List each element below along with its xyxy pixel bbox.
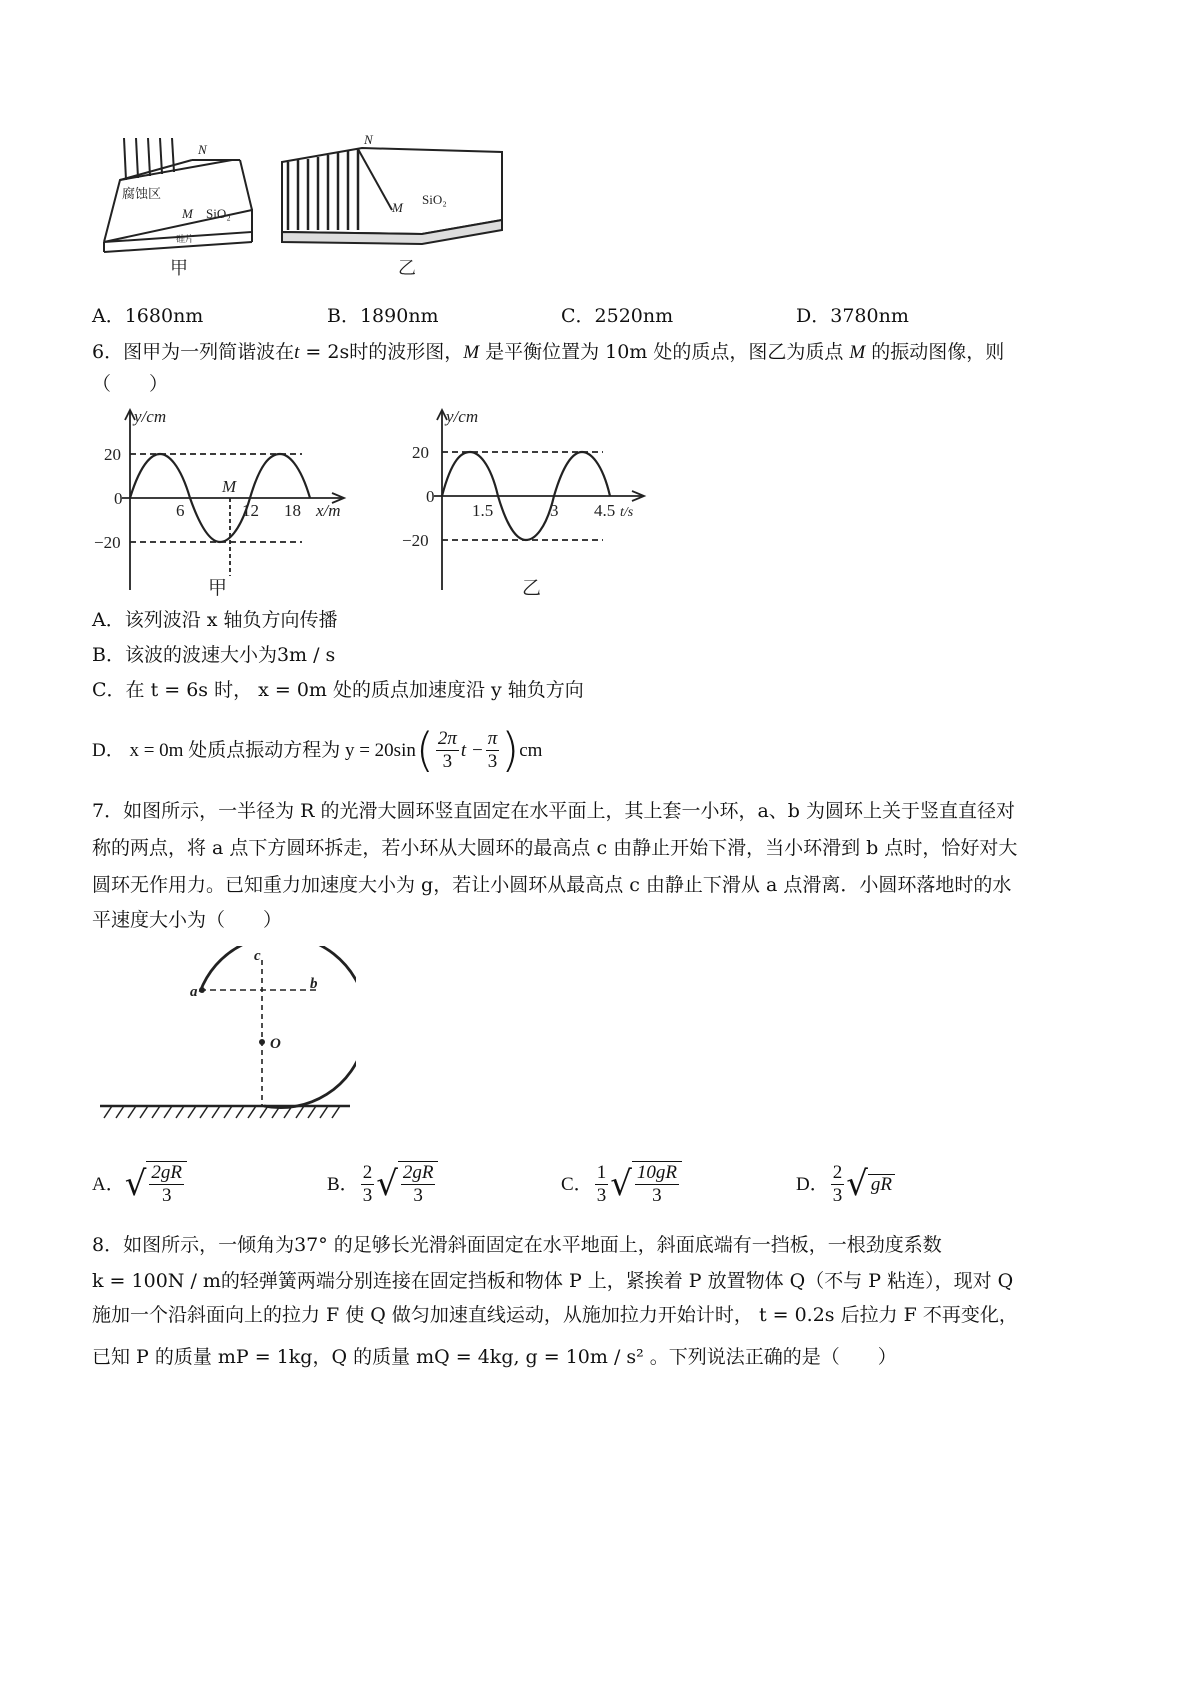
q5-option-d[interactable]: D．3780nm	[796, 305, 909, 327]
ring-label-O: O	[270, 1036, 281, 1052]
q8-stem-line-4: 已知 P 的质量 mP = 1kg，Q 的质量 mQ = 4kg, g = 10m / s² 。下列说法正确的是（ ）	[92, 1346, 897, 1368]
yi-xlabel: t/s	[620, 505, 634, 520]
q8-stem-line-1: 8．如图所示，一倾角为37° 的足够长光滑斜面固定在水平地面上，斜面底端有一挡板，一根劲度系数	[92, 1234, 942, 1256]
q6-vibration-graph-yi	[398, 404, 654, 600]
q7-stem-line-2: 称的两点，将 a 点下方圆环拆走，若小环从大圆环的最高点 c 由静止开始下滑，当小环滑到 b 点时，恰好对大	[92, 837, 1018, 859]
q5-silicon-wafer-figure	[92, 132, 512, 282]
paren-right: )	[501, 723, 520, 777]
sqrt-icon: √	[846, 1164, 868, 1204]
jia-tick-y-neg20: −20	[94, 533, 121, 552]
frac-2pi-3: $\frac{2\pi}{3}$	[437, 727, 457, 772]
paren-left: (	[415, 723, 434, 777]
jia-tick-x-12: 12	[242, 501, 259, 520]
q6-stem-paren: （ ）	[92, 373, 169, 395]
yi-tick-x-3: 3	[550, 501, 559, 520]
label-sio2-jia: SiO₂	[206, 206, 231, 221]
jia-xlabel: x/m	[316, 501, 341, 520]
label-wafer: 硅片	[176, 234, 195, 244]
yi-tick-x-4.5: 4.5	[594, 501, 616, 520]
q7-ring-figure	[96, 946, 356, 1122]
jia-caption: 甲	[208, 578, 228, 599]
q7-stem-line-1: 7．如图所示，一半径为 R 的光滑大圆环竖直固定在水平面上，其上套一小环，a、b 为圆环上关于竖直直径对	[92, 800, 1016, 822]
sqrt-icon: √	[376, 1164, 398, 1204]
jia-point-M: M	[222, 477, 237, 496]
yi-ylabel: y/cm	[446, 407, 479, 426]
q6-wave-graph-jia	[92, 404, 354, 600]
q6-option-a[interactable]: A．该列波沿 x 轴负方向传播	[92, 609, 338, 631]
ring-label-c: c	[254, 948, 261, 964]
q5-fig-jia-caption: 甲	[170, 258, 188, 278]
q5-option-a[interactable]: A．1680nm	[92, 305, 204, 327]
q7-option-d[interactable]: D． $\frac{2}{3}$ √ gR	[796, 1158, 895, 1210]
label-M-jia: M	[182, 206, 193, 221]
q8-stem-line-3: 施加一个沿斜面向上的拉力 F 使 Q 做匀加速直线运动，从施加拉力开始计时， t = 0.2s 后拉力 F 不再变化，	[92, 1304, 1018, 1326]
q8-stem-line-2: k = 100N / m的轻弹簧两端分别连接在固定挡板和物体 P 上，紧挨着 P 放置物体 Q（不与 P 粘连），现对 Q	[92, 1270, 1014, 1292]
jia-tick-x-18: 18	[284, 501, 301, 520]
label-sio2-yi: SiO₂	[422, 192, 447, 207]
jia-tick-y-20: 20	[104, 445, 121, 464]
q5-option-b[interactable]: B．1890nm	[327, 305, 439, 327]
ring-label-b: b	[310, 976, 318, 992]
yi-tick-x-1.5: 1.5	[472, 501, 494, 520]
label-N-jia: N	[198, 142, 207, 157]
yi-tick-y-neg20: −20	[402, 531, 429, 550]
q7-option-c[interactable]: C． $\frac{1}{3}$ √ $\frac{10gR}{3}$	[561, 1158, 684, 1210]
jia-tick-y-0: 0	[114, 489, 123, 508]
jia-tick-x-6: 6	[176, 501, 185, 520]
q7-option-b[interactable]: B． $\frac{2}{3}$ √ $\frac{2gR}{3}$	[327, 1158, 440, 1210]
q6-option-b[interactable]: B．该波的波速大小为3m / s	[92, 644, 336, 666]
yi-caption: 乙	[522, 578, 542, 599]
q7-option-a[interactable]: A． √ $\frac{2gR}{3}$	[92, 1158, 189, 1210]
jia-ylabel: y/cm	[134, 407, 167, 426]
label-M-yi: M	[392, 200, 403, 215]
sqrt-icon: √	[610, 1164, 632, 1204]
q6-stem: 6．图甲为一列简谐波在t = 2s时的波形图，M 是平衡位置为 10m 处的质点，图乙为质点 M 的振动图像，则	[92, 341, 1005, 363]
q5-option-c[interactable]: C．2520nm	[561, 305, 674, 327]
sqrt-icon: √	[124, 1164, 147, 1204]
label-N-yi: N	[364, 132, 373, 147]
q7-stem-line-4: 平速度大小为（ ）	[92, 909, 283, 931]
q6-option-d[interactable]: D． x = 0m 处质点振动方程为 y = 20sin ( $\frac{2\pi}{3}$ t − $\frac{\pi}{3}$ ) cm	[92, 723, 543, 777]
frac-pi-3: $\frac{\pi}{3}$	[487, 727, 498, 772]
q7-stem-line-3: 圆环无作用力。已知重力加速度大小为 g，若让小圆环从最高点 c 由静止下滑从 a 点滑离．小圆环落地时的水	[92, 874, 1012, 896]
q5-fig-yi-caption: 乙	[398, 258, 416, 278]
yi-tick-y-0: 0	[426, 487, 435, 506]
yi-tick-y-20: 20	[412, 443, 429, 462]
ring-label-a: a	[190, 984, 198, 1000]
label-corrosion: 腐蚀区	[122, 186, 162, 201]
q6-option-c[interactable]: C．在 t = 6s 时， x = 0m 处的质点加速度沿 y 轴负方向	[92, 679, 584, 701]
